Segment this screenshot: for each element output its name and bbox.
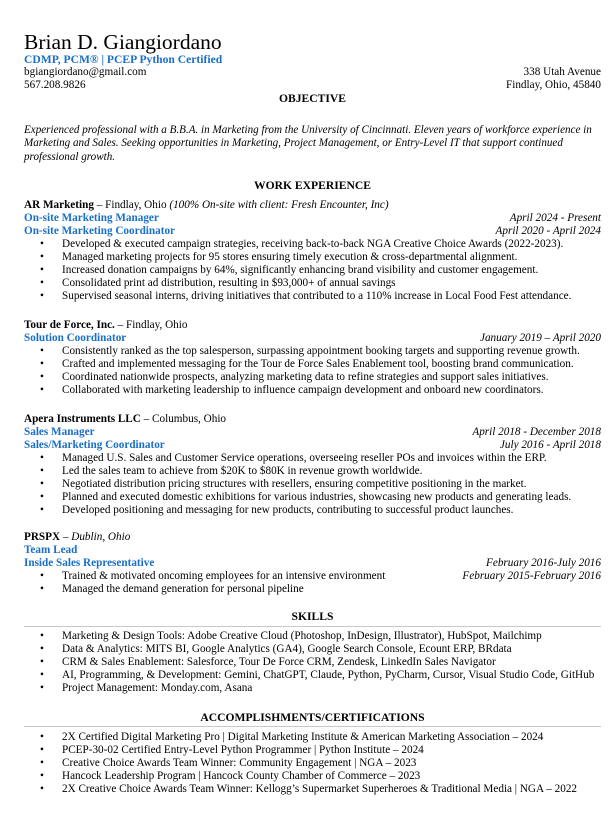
job-prspx [24,531,601,596]
bullet-icon: • [40,682,44,694]
skills-heading: SKILLS [291,610,334,623]
job-bullets [24,345,601,397]
bullet-icon: • [40,491,44,503]
credentials: CDMP, PCM® | PCEP Python Certified [24,53,223,66]
bullet-icon: • [40,452,44,464]
job-tour-de-force [24,319,601,397]
work-experience-heading: WORK EXPERIENCE [254,179,371,192]
role-dates: January 2019 – April 2020 [480,332,601,344]
role-dates: April 2020 - April 2024 [495,225,601,237]
list-item: • Marketing & Design Tools: Adobe Creative Cloud (Photoshop, InDesign, Illustrator), HubSpot, Mailchimp [40,630,542,642]
company-location: – Dublin, Ohio [60,531,131,543]
bullet-icon: • [40,384,44,396]
company-location: – Findlay, Ohio [93,199,170,211]
list-item: • Crafted and implemented messaging for the Tour de Force Sales Enablement tool, boosting brand communication. [40,358,574,370]
contact-info [24,66,146,92]
list-item: • Negotiated distribution pricing structures with resellers, ensuring competitive positioning in the market. [40,478,527,490]
list-item: • AI, Programming, & Development: Gemini, ChatGPT, Claude, Python, PyCharm, Cursor, Visual Studio Code, GitHub [40,669,595,681]
bullet-icon: • [40,770,44,782]
list-item: • Increased donation campaigns by 64%, significantly enhancing brand visibility and customer engagement. [40,264,539,276]
list-item: • PCEP-30-02 Certified Entry-Level Python Programmer | Python Institute – 2024 [40,744,424,756]
objective-heading: OBJECTIVE [278,92,346,105]
role-title: Sales/Marketing Coordinator [24,439,165,451]
list-item: • Managed U.S. Sales and Customer Service operations, overseeing reseller POs and invoices within the ERP. [40,452,547,464]
bullet-icon: • [40,345,44,357]
job-header [24,531,601,544]
role-dates: February 2015-February 2016 [462,570,601,582]
role-dates: April 2024 - Present [509,212,601,224]
role-row [24,544,601,557]
job-header [24,319,601,332]
company-note: (100% On-site with client: Fresh Encounter, Inc) [169,199,389,211]
list-item: • Data & Analytics: MITS BI, Google Analytics (GA4), Google Search Console, Ecount ERP, BRdata [40,643,512,655]
company-location: – Findlay, Ohio [114,319,188,331]
accomplishments-list [24,731,601,796]
list-item: • Supervised seasonal interns, driving initiatives that contributed to a 110% increase in Local Food Fest attendance. [40,290,572,302]
accomplishments-divider [24,726,601,727]
address-line-2: Findlay, Ohio, 45840 [506,79,601,91]
list-item: • Managed the demand generation for personal pipeline [40,583,304,595]
list-item: • Developed & executed campaign strategies, receiving back-to-back NGA Creative Choice Awards (2022-2023). [40,238,564,250]
job-bullets [24,238,601,303]
bullet-icon: • [40,630,44,642]
accomplishments-heading: ACCOMPLISHMENTS/CERTIFICATIONS [200,711,425,724]
role-title: Team Lead [24,544,78,556]
skills-list [24,630,601,695]
list-item: • Led the sales team to achieve from $20K to $80K in revenue growth worldwide. [40,465,423,477]
bullet-icon: • [40,238,44,250]
skills-divider [24,626,601,627]
list-item: • Coordinated nationwide prospects, analyzing marketing data to refine strategies and support sales initiatives. [40,371,549,383]
role-title: On-site Marketing Coordinator [24,225,176,237]
list-item: • Project Management: Monday.com, Asana [40,682,253,694]
skills-section [24,630,601,695]
objective-text: Experienced professional with a B.B.A. in Marketing from the University of Cincinnati. Eleven years of workforce experience in Marketing and Sales. Seeking opportunities in Marketing, Project Management, or Entry-Level IT that support continued professional growth. [24,124,592,163]
company-name: Apera Instruments LLC [24,413,141,425]
company-name: Tour de Force, Inc. [24,319,115,331]
list-item: • Consistently ranked as the top salesperson, surpassing appointment booking targets and supporting revenue growth. [40,345,580,357]
role-dates: July 2016 - April 2018 [499,439,601,451]
job-header [24,413,601,426]
phone: 567.208.9826 [24,79,86,91]
role-dates: April 2018 - December 2018 [472,426,601,438]
bullet-icon: • [40,643,44,655]
bullet-icon: • [40,744,44,756]
address [506,66,601,92]
bullet-icon: • [40,478,44,490]
bullet-icon: • [40,371,44,383]
job-bullets [24,452,601,517]
bullet-icon: • [40,277,44,289]
role-title: Inside Sales Representative [24,557,155,569]
role-title: Sales Manager [24,426,95,438]
list-item: • Managed marketing projects for 95 stores ensuring timely execution & cross-departmental alignment. [40,251,518,263]
bullet-icon: • [40,504,44,516]
job-apera-instruments [24,413,601,517]
email[interactable]: bgiangiordano@gmail.com [24,66,147,78]
bullet-icon: • [40,783,44,795]
list-item: • Developed positioning and messaging for new products, contributing to successful product launches. [40,504,514,516]
bullet-icon: • [40,264,44,276]
bullet-icon: • [40,656,44,668]
role-title: Solution Coordinator [24,332,127,344]
bullet-icon: • [40,251,44,263]
accomplishments-section [24,731,601,796]
resume-page [24,0,601,795]
list-item: • Creative Choice Awards Team Winner: Community Engagement | NGA – 2023 [40,757,417,769]
bullet-icon: • [40,358,44,370]
list-item: • 2X Creative Choice Awards Team Winner: Kellogg’s Supermarket Superheroes & Traditional Media | NGA – 2022 [40,783,578,795]
role-row [24,439,601,452]
bullet-icon: • [40,570,44,582]
role-row [24,332,601,345]
list-item: • Planned and executed domestic exhibitions for various industries, showcasing new products and generating leads. [40,491,572,503]
job-header [24,199,601,212]
bullet-icon: • [40,757,44,769]
company-name: PRSPX [24,531,61,543]
list-item: • Collaborated with marketing leadership to influence campaign development and onboard new coordinators. [40,384,544,396]
role-row [24,426,601,439]
role-dates: February 2016-July 2016 [486,557,601,569]
candidate-name: Brian D. Giangiordano [24,30,222,54]
bullet-icon: • [40,465,44,477]
company-location: – Columbus, Ohio [140,413,227,425]
bullet-icon: • [40,583,44,595]
bullet-icon: • [40,731,44,743]
bullet-icon: • [40,669,44,681]
list-item: • Hancock Leadership Program | Hancock County Chamber of Commerce – 2023 [40,770,421,782]
list-item: • Consolidated print ad distribution, resulting in $93,000+ of annual savings [40,277,396,289]
job-bullets [24,570,601,596]
list-item: • Trained & motivated oncoming employees for an intensive environment [40,570,386,582]
company-name: AR Marketing [24,199,94,211]
role-row [24,225,601,238]
address-line-1: 338 Utah Avenue [523,66,601,78]
role-title: On-site Marketing Manager [24,212,159,224]
job-ar-marketing [24,199,601,303]
role-row [24,212,601,225]
list-item: • CRM & Sales Enablement: Salesforce, Tour De Force CRM, Zendesk, LinkedIn Sales Navigator [40,656,496,668]
list-item: • 2X Certified Digital Marketing Pro | Digital Marketing Institute & American Marketing Association – 2024 [40,731,544,743]
bullet-icon: • [40,290,44,302]
